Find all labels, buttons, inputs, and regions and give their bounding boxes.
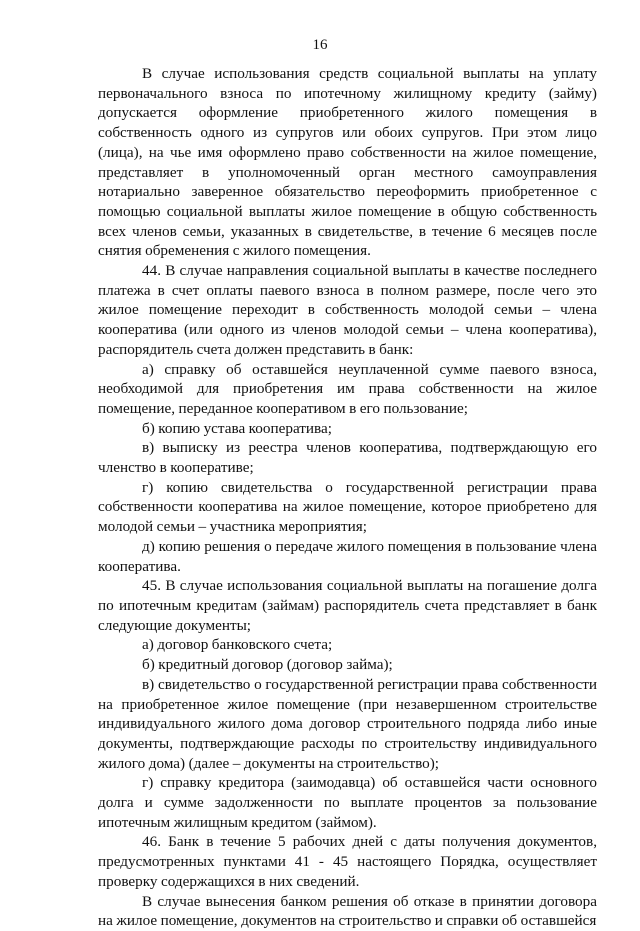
paragraph-item-46: 46. Банк в течение 5 рабочих дней с даты получения документов, предусмотренных пунктами 41 - 45 настоящего Порядка, осуществляет проверку содержащихся в них сведений.: [98, 833, 597, 890]
paragraph-44-v: в) выписку из реестра членов кооператива, подтверждающую его членство в кооперативе;: [98, 439, 597, 477]
paragraph-item-45: 45. В случае использования социальной выплаты на погашение долга по ипотечным кредитам (займам) распорядитель счета представляет в банк следующие документы;: [98, 577, 597, 634]
document-body: [98, 64, 597, 931]
paragraph-45-v: в) свидетельство о государственной регистрации права собственности на приобретенное жилое помещение (при незавершенном строительстве индивидуального жилого дома договор строительного подряда либо иные документы, подтверждающие расходы по строительству индивидуального жилого дома) (далее – документы на строительство);: [98, 675, 597, 772]
paragraph-44-d: д) копию решения о передаче жилого помещения в пользование члена кооператива.: [98, 537, 597, 575]
paragraph-44-g: г) копию свидетельства о государственной регистрации права собственности кооператива на жилое помещение, которое приобретено для молодой семьи – участника мероприятия;: [98, 478, 597, 536]
paragraph-45-g: г) справку кредитора (заимодавца) об оставшейся части основного долга и сумме задолженности по выплате процентов за пользование ипотечным жилищным кредитом (займом).: [98, 774, 597, 831]
paragraph-item-44: 44. В случае направления социальной выплаты в качестве последнего платежа в счет оплаты паевого взноса в полном размере, после чего это жилое помещение переходит в собственность молодой семьи – члена кооператива (или одного из членов молодой семьи – члена кооператива), распорядитель счета должен представить в банк:: [98, 262, 597, 358]
paragraph-bank-refusal: В случае вынесения банком решения об отказе в принятии договора на жилое помещение, документов на строительство и справки об оставшейся: [98, 892, 597, 930]
paragraph-spouse-ownership: В случае использования средств социальной выплаты на уплату первоначального взноса по ипотечному жилищному кредиту (займу) допускается оформление приобретенного жилого помещения в собственность одного из супругов или обоих супругов. При этом лицо (лица), на чье имя оформлено право собственности на жилое помещение, представляет в уполномоченный орган местного самоуправления нотариально заверенное обязательство переоформить приобретенное с помощью социальной выплаты жилое помещение в общую собственность всех членов семьи, указанных в свидетельстве, в течение 6 месяцев после снятия обременения с жилого помещения.: [98, 65, 597, 260]
paragraph-44-b: б) копию устава кооператива;: [142, 419, 332, 437]
paragraph-45-b: б) кредитный договор (договор займа);: [142, 656, 393, 674]
paragraph-45-a: а) договор банковского счета;: [142, 636, 333, 654]
page-number: 16: [312, 37, 328, 53]
paragraph-44-a: а) справку об оставшейся неуплаченной сумме паевого взноса, необходимой для приобретения им права собственности на жилое помещение, переданное кооперативом в его пользование;: [98, 360, 597, 417]
